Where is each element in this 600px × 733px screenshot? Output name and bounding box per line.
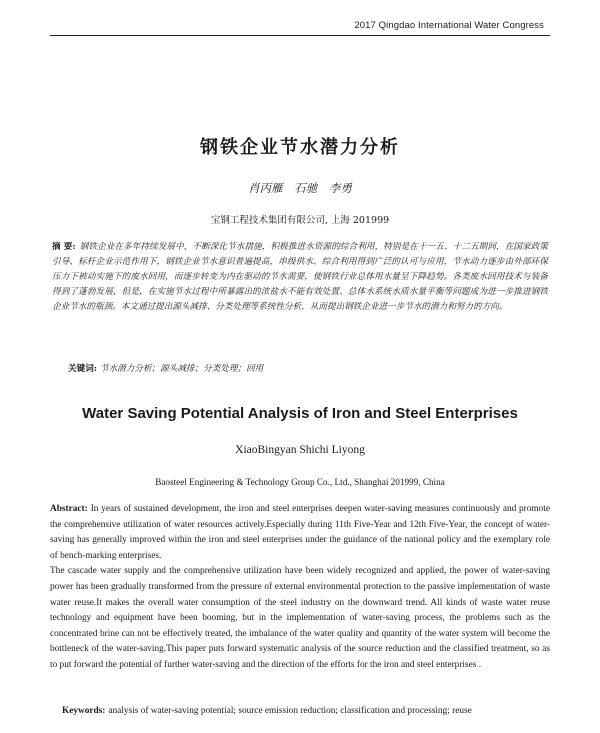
english-abstract-p1-text: In years of sustained development, the iron and steel enterprises deepen water-saving measures continuously and promote the comprehensive utilization of water resources actively.Especially during 11th Five-Year and 12th Five-Year, the concept of water-saving has generally improved within the iron and steel enterprises under the guidance of the national policy and the exemplary role of bench-marking enterprises.: [50, 504, 550, 561]
english-keywords-text: analysis of water-saving potential; source emission reduction; classification and processing; reuse: [108, 706, 472, 716]
chinese-keywords-text: 节水潜力分析；源头减排；分类处理；回用: [99, 364, 264, 374]
chinese-affiliation: 宝钢工程技术集团有限公司, 上海 201999: [210, 215, 390, 226]
chinese-keywords: [68, 362, 548, 374]
header-rule: [50, 35, 550, 36]
chinese-title: 钢铁企业节水潜力分析: [200, 137, 400, 158]
english-abstract-paragraph-2: The cascade water supply and the comprehensive utilization have been widely recognized and applied, the power of water-saving power has been gradually transformed from the pressure of external environmental protection to the passive implementation of waste water reuse.It makes the overall water consumption of the steel industry on the downward trend. All kinds of waste water reuse technology and equipment have been booming, but in the implementation of water-saving process, the problems such as the concentrated brine can not be effectively treated, the imbalance of the water quality and quantity of the water system will become the bottleneck of the water-saving.This paper puts forward systematic analysis of the source reduction and the classified treatment, so as to put forward the potential of further water-saving and the direction of the efforts for the iron and steel enterprises .: [50, 566, 550, 670]
english-authors: XiaoBingyan Shichi Liyong: [235, 444, 365, 456]
chinese-authors: 肖丙雁 石驰 李勇: [248, 181, 352, 195]
running-header: 2017 Qingdao International Water Congress: [354, 20, 544, 31]
english-keywords: [62, 706, 550, 716]
english-affiliation: Baosteel Engineering & Technology Group Co., Ltd., Shanghai 201999, China: [155, 477, 445, 487]
chinese-abstract-label: 摘 要:: [52, 242, 76, 252]
english-keywords-label: Keywords:: [62, 706, 106, 716]
chinese-abstract-text: 钢铁企业在多年持续发展中，不断深化节水措施，积极推进水资源的综合利用，特别是在十一五、十二五期间，在国家政策引导、标杆企业示范作用下，钢铁企业节水意识普遍提高，串级供水、综合利用得到广泛的认可与应用，节水动力逐步由外部环保压力下被动实施下的废水回用，而逐步转变为内在驱动的节水需要，使钢铁行业总体用水量呈下降趋势。各类废水回用技术与装备得到了蓬勃发展，但是，在实施节水过程中所暴露出的浓盐水不能有效处置、总体水系统水质水量平衡等问题成为进一步推进钢铁企业节水的瓶颈。本文通过提出源头减排、分类处理等系统性分析，从而提出钢铁企业进一步节水的潜力和努力的方向。: [52, 242, 548, 312]
english-title: Water Saving Potential Analysis of Iron and Steel Enterprises: [82, 405, 518, 422]
english-abstract: [50, 502, 550, 674]
english-abstract-label: Abstract:: [50, 504, 88, 514]
english-abstract-paragraph-1: [50, 502, 550, 564]
chinese-keywords-label: 关键词:: [68, 364, 97, 374]
chinese-abstract: [52, 240, 548, 315]
